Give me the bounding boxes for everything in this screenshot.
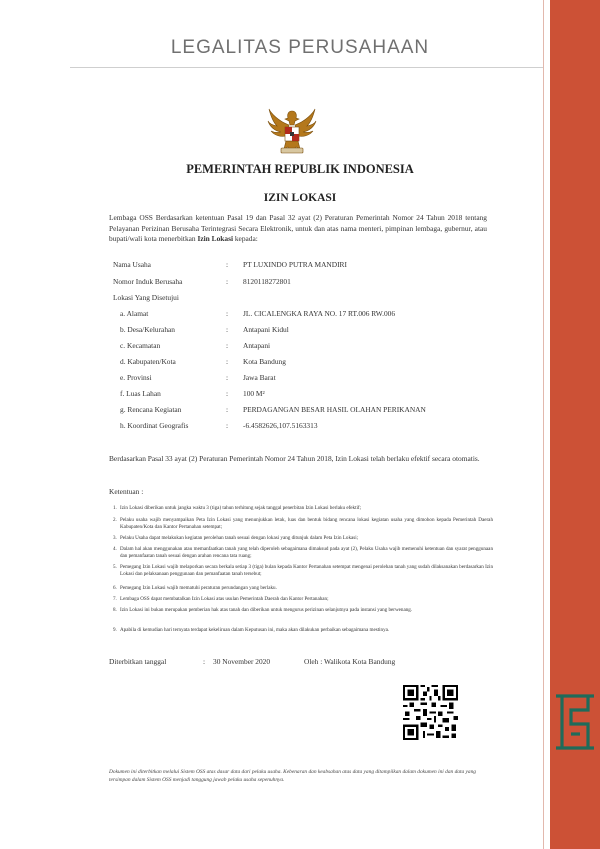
ketentuan-heading: Ketentuan : (109, 487, 144, 496)
effective-statement: Berdasarkan Pasal 33 ayat (2) Peraturan Pemerintah Nomor 24 Tahun 2018, Izin Lokasi telah berlaku efektif secara otomatis. (109, 454, 480, 463)
permit-title: IZIN LOKASI (263, 192, 337, 204)
intro-bold-term: Izin Lokasi (197, 234, 233, 243)
qr-code-icon (403, 685, 458, 740)
ketentuan-item: 8. Izin Lokasi ini bukan merupakan pemberian hak atas tanah dan diberikan untuk mengurus perizinan selanjutnya pada instansi yang berwenang. (113, 607, 413, 613)
garuda-emblem-icon (266, 105, 318, 157)
ketentuan-item: 6. Pemegang Izin Lokasi wajib mematuhi peraturan perundangan yang berlaku. (113, 585, 277, 591)
stripe-divider (543, 0, 544, 849)
ketentuan-item: 4. Dalam hal akan menggunakan atau memanfaatkan tanah yang telah diperoleh sebagaimana dimaksud pada ayat (2), Pelaku Usaha wajib memenuhi ketentuan dan syarat penggunaan dan pemanfaatan tanah sesuai dengan arahan rencana tata ruang; (113, 546, 493, 559)
ketentuan-item: 3. Pelaku Usaha dapat melakukan kegiatan perolehan tanah sesuai dengan lokasi yang ditunjuk dalam Peta Izin Lokasi; (113, 535, 359, 541)
ketentuan-item: 5. Pemegang Izin Lokasi wajib melaporkan secara berkala setiap 3 (tiga) bulan kepada Kantor Pertanahan setempat mengenai perolehan tanah yang sudah dilaksanakan berdasarkan Izin Lokasi dan pelaksanaan penggunaan dan pemanfaatan tanah tersebut; (113, 564, 493, 577)
issued-by: Oleh : Walikota Kota Bandung (304, 657, 396, 666)
government-title: PEMERINTAH REPUBLIK INDONESIA (186, 162, 414, 176)
issued-date: 30 November 2020 (213, 657, 271, 666)
ketentuan-item: 9. Apabila di kemudian hari ternyata terdapat kekeliruan dalam Keputusan ini, maka akan dilakukan perbaikan sebagaimana mestinya. (113, 627, 390, 633)
ketentuan-item: 1. Izin Lokasi diberikan untuk jangka waktu 3 (tiga) tahun terhitung sejak tanggal penerbitan Izin Lokasi berlaku efektif; (113, 505, 362, 511)
footer-disclaimer: Dokumen ini diterbitkan melalui Sistem OSS atas dasar data dari pelaku usaha. Kebenaran dan keabsahan atas data yang ditampilkan dalam dokumen ini dan data yang tersimpan dalam Sistem OSS menjadi tanggung jawab pelaku usaha sepenuhnya. (109, 769, 476, 783)
intro-paragraph: Lembaga OSS Berdasarkan ketentuan Pasal 19 dan Pasal 32 ayat (2) Peraturan Pemerintah Nomor 24 Tahun 2018 tentang Pelayanan Perizinan Berusaha Terintegrasi Secara Elektronik, untuk dan atas nama menteri, pimpinan lembaga, gubernur, atau bupati/wali kota menerbitkan Izin Lokasi kepada: (109, 213, 487, 243)
issued-colon: : (203, 657, 206, 666)
company-logo-icon (553, 690, 597, 754)
header-divider (70, 67, 543, 68)
ketentuan-item: 2. Pelaku usaha wajib menyampaikan Peta Izin Lokasi yang menunjukkan letak, luas dan bentuk bidang rencana lokasi kegiatan usaha yang dimohon kepada Pemerintah Daerah Kabupaten/Kota dan Kantor Pertanahan setempat; (113, 517, 493, 530)
issued-label: Diterbitkan tanggal (109, 657, 167, 666)
ketentuan-item: 7. Lembaga OSS dapat membatalkan Izin Lokasi atas usulan Pemerintah Daerah dan Kantor Pertanahan; (113, 596, 329, 602)
page-title: LEGALITAS PERUSAHAAN (170, 37, 430, 58)
